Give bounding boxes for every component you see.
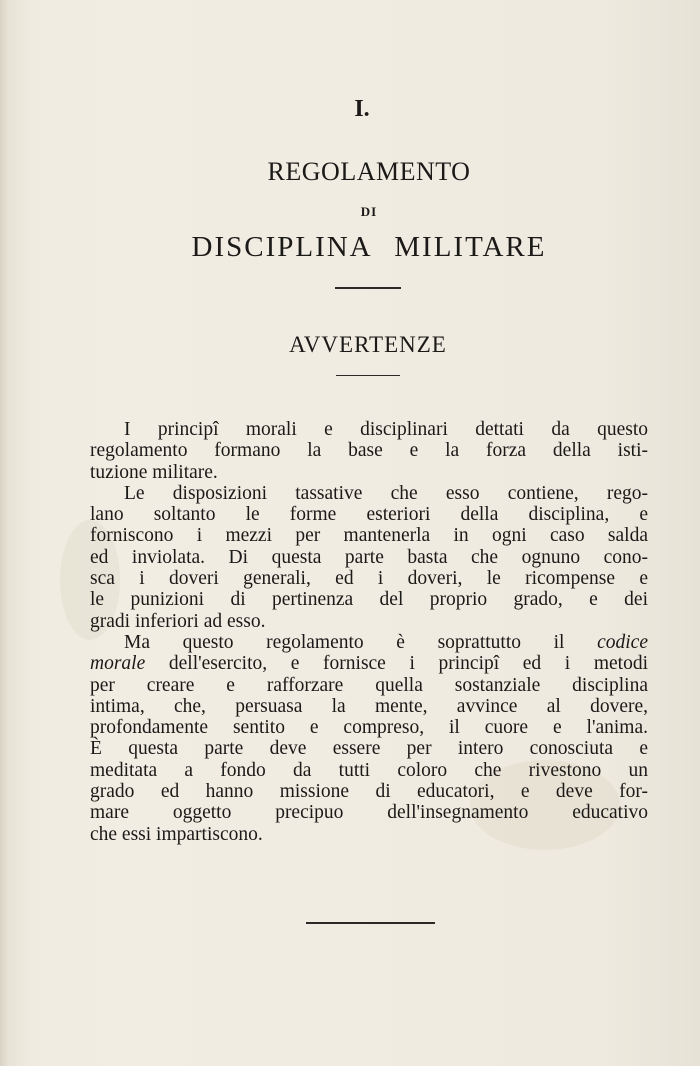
end-divider: [306, 922, 435, 924]
text-line: intima, che, persuasa la mente, avvince al dovere,: [90, 695, 648, 717]
text-segment: Ma questo regolamento è soprattutto il: [124, 631, 565, 653]
italic-term: codice: [597, 631, 648, 653]
title-di: DI: [360, 204, 378, 219]
text-line: [90, 653, 648, 674]
text-line: regolamento formano la base e la forza della isti-: [90, 440, 648, 462]
text-line: che essi impartiscono.: [90, 823, 263, 845]
text-line: profondamente sentito e compreso, il cuore e l'anima.: [90, 717, 648, 739]
text-line: lano soltanto le forme esteriori della disciplina, e: [90, 504, 648, 526]
text-line: gradi inferiori ad esso.: [90, 610, 266, 632]
paragraph-3: [90, 632, 648, 845]
text-line: sca i doveri generali, ed i doveri, le ricompense e: [90, 568, 648, 590]
text-line: tuzione militare.: [90, 461, 218, 483]
text-line: mare oggetto precipuo dell'insegnamento educativo: [90, 802, 648, 824]
paragraph-2: [90, 483, 648, 632]
text-line: forniscono i mezzi per mantenerla in ogni caso salda: [90, 525, 648, 547]
text-line: per creare e rafforzare quella sostanziale disciplina: [90, 674, 648, 696]
text-line: Le disposizioni tassative che esso contiene, rego-: [124, 482, 648, 504]
text-line: ed inviolata. Di questa parte basta che ognuno cono-: [90, 546, 648, 568]
section-title: AVVERTENZE: [289, 332, 447, 357]
italic-term: morale: [90, 653, 146, 675]
title-divider: [335, 287, 401, 289]
body-text: [90, 419, 648, 845]
title-disciplina-militare: DISCIPLINA MILITARE: [191, 231, 547, 263]
section-divider: [336, 375, 400, 376]
text-line: [90, 632, 648, 653]
paragraph-1: [90, 419, 648, 483]
text-line: le punizioni di pertinenza del proprio grado, e dei: [90, 589, 648, 611]
text-line: meditata a fondo da tutti coloro che rivestono un: [90, 759, 648, 781]
text-line: È questa parte deve essere per intero conosciuta e: [90, 738, 648, 760]
title-regolamento: REGOLAMENTO: [267, 157, 471, 186]
chapter-number: I.: [354, 96, 370, 122]
text-line: I principî morali e disciplinari dettati da questo: [124, 419, 648, 440]
text-segment: dell'esercito, e fornisce i principî ed i metodi: [168, 653, 648, 675]
text-line: grado ed hanno missione di educatori, e deve for-: [90, 781, 648, 803]
